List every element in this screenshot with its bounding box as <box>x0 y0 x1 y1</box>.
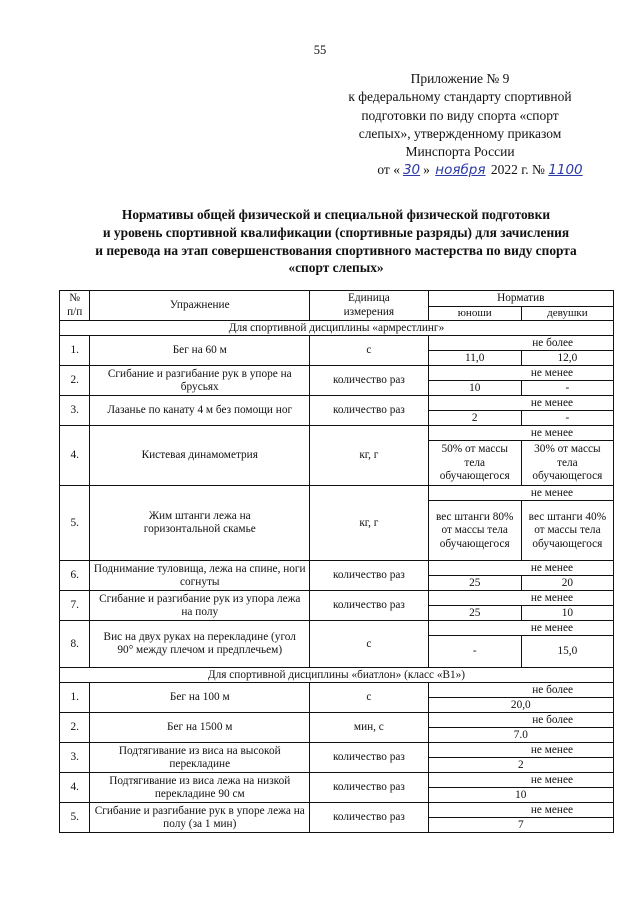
table-row <box>60 561 614 576</box>
norms-table <box>59 290 614 833</box>
date-month: ноября <box>435 162 486 179</box>
row-unit: количество раз <box>310 561 428 591</box>
table-row <box>60 426 614 441</box>
title-line: и перевода на этап совершенствования спортивного мастерства по виду спорта <box>95 242 577 258</box>
table-row <box>60 486 614 501</box>
order-number: 1100 <box>548 162 583 179</box>
value-boys: 11,0 <box>428 351 521 366</box>
row-exercise: Бег на 1500 м <box>90 713 310 743</box>
row-condition: не более <box>428 683 613 698</box>
row-num: 6. <box>60 561 90 591</box>
row-unit: кг, г <box>310 426 428 486</box>
appendix-header <box>300 70 620 180</box>
row-condition: не менее <box>428 426 613 441</box>
section-row <box>60 321 614 336</box>
table-row <box>60 743 614 758</box>
row-unit: количество раз <box>310 591 428 621</box>
row-exercise: Поднимание туловища, лежа на спине, ноги согнуты <box>90 561 310 591</box>
row-exercise: Бег на 100 м <box>90 683 310 713</box>
row-exercise: Подтягивание из виса лежа на низкой перекладине 90 см <box>90 773 310 803</box>
row-num: 3. <box>60 396 90 426</box>
header-row <box>60 291 614 307</box>
value-boys: 50% от массы тела обучающегося <box>428 441 521 486</box>
table-row <box>60 683 614 698</box>
row-condition: не менее <box>428 561 613 576</box>
value-girls: - <box>521 411 613 426</box>
appendix-line: к федеральному стандарту спортивной <box>348 89 572 105</box>
table-row <box>60 396 614 411</box>
appendix-line: подготовки по виду спорта «спорт <box>361 107 559 123</box>
row-condition: не менее <box>428 366 613 381</box>
appendix-line: Минспорта России <box>405 144 515 160</box>
section-row <box>60 668 614 683</box>
row-exercise: Сгибание и разгибание рук в упоре на брусьях <box>90 366 310 396</box>
row-condition: не менее <box>428 396 613 411</box>
row-condition: не более <box>428 336 613 351</box>
row-exercise: Вис на двух руках на перекладине (угол 90° между плечом и предплечьем) <box>90 621 310 668</box>
appendix-date-line <box>340 161 620 179</box>
row-exercise: Сгибание и разгибание рук из упора лежа на полу <box>90 591 310 621</box>
appendix-line: слепых», утвержденному приказом <box>358 125 562 141</box>
row-num: 5. <box>60 803 90 833</box>
row-condition: не менее <box>428 773 613 788</box>
table-row <box>60 713 614 728</box>
header-norm: Норматив <box>428 291 613 307</box>
row-exercise: Подтягивание из виса на высокой перекладине <box>90 743 310 773</box>
row-unit: с <box>310 336 428 366</box>
row-unit: с <box>310 621 428 668</box>
value-girls: 30% от массы тела обучающегося <box>521 441 613 486</box>
section-title: Для спортивной дисциплины «биатлон» (класс «В1») <box>60 668 614 683</box>
row-exercise: Лазанье по канату 4 м без помощи ног <box>90 396 310 426</box>
document-title <box>40 206 632 277</box>
table-row <box>60 621 614 636</box>
header-exercise: Упражнение <box>90 291 310 321</box>
row-unit: количество раз <box>310 773 428 803</box>
value-boys: - <box>428 636 521 668</box>
date-year: 2022 г. № <box>490 162 545 178</box>
row-condition: не менее <box>428 591 613 606</box>
table-row <box>60 803 614 818</box>
value-girls: вес штанги 40% от массы тела обучающегося <box>521 501 613 561</box>
row-condition: не более <box>428 713 613 728</box>
row-exercise: Сгибание и разгибание рук в упоре лежа на полу (за 1 мин) <box>90 803 310 833</box>
row-condition: не менее <box>428 743 613 758</box>
value-boys: 25 <box>428 606 521 621</box>
row-unit: кг, г <box>310 486 428 561</box>
row-unit: количество раз <box>310 396 428 426</box>
value-girls: 12,0 <box>521 351 613 366</box>
row-unit: количество раз <box>310 743 428 773</box>
title-line: и уровень спортивной квалификации (спортивные разряды) для зачисления <box>102 224 570 240</box>
row-unit: количество раз <box>310 366 428 396</box>
header-girls: девушки <box>521 307 613 321</box>
row-condition: не менее <box>428 486 613 501</box>
value-girls: - <box>521 381 613 396</box>
header-unit: Единица измерения <box>310 291 428 321</box>
row-unit: количество раз <box>310 803 428 833</box>
row-num: 2. <box>60 713 90 743</box>
row-condition: не менее <box>428 803 613 818</box>
value-boys: вес штанги 80% от массы тела обучающегося <box>428 501 521 561</box>
page-number: 55 <box>313 43 327 57</box>
row-exercise: Бег на 60 м <box>90 336 310 366</box>
table-row <box>60 336 614 351</box>
row-num: 1. <box>60 683 90 713</box>
row-num: 1. <box>60 336 90 366</box>
row-exercise: Кистевая динамометрия <box>90 426 310 486</box>
value-both: 2 <box>428 758 613 773</box>
table-row <box>60 591 614 606</box>
date-prefix: от « <box>377 162 400 178</box>
table-row <box>60 773 614 788</box>
row-num: 4. <box>60 773 90 803</box>
title-line: «спорт слепых» <box>288 260 384 276</box>
value-girls: 20 <box>521 576 613 591</box>
header-boys: юноши <box>428 307 521 321</box>
row-num: 5. <box>60 486 90 561</box>
row-num: 8. <box>60 621 90 668</box>
row-exercise: Жим штанги лежа на горизонтальной скамье <box>90 486 310 561</box>
date-day: 30 <box>402 162 421 179</box>
value-both: 7 <box>428 818 613 833</box>
row-num: 3. <box>60 743 90 773</box>
value-both: 10 <box>428 788 613 803</box>
value-girls: 15,0 <box>521 636 613 668</box>
value-both: 7.0 <box>428 728 613 743</box>
appendix-line: Приложение № 9 <box>410 71 510 86</box>
row-num: 4. <box>60 426 90 486</box>
value-girls: 10 <box>521 606 613 621</box>
row-unit: с <box>310 683 428 713</box>
row-num: 2. <box>60 366 90 396</box>
value-boys: 10 <box>428 381 521 396</box>
value-boys: 25 <box>428 576 521 591</box>
section-title: Для спортивной дисциплины «армрестлинг» <box>60 321 614 336</box>
value-boys: 2 <box>428 411 521 426</box>
row-num: 7. <box>60 591 90 621</box>
value-both: 20,0 <box>428 698 613 713</box>
date-mid: » <box>423 162 430 178</box>
table-row <box>60 366 614 381</box>
row-unit: мин, с <box>310 713 428 743</box>
title-line: Нормативы общей физической и специальной физической подготовки <box>121 207 551 222</box>
row-condition: не менее <box>428 621 613 636</box>
header-num: № п/п <box>60 291 90 321</box>
